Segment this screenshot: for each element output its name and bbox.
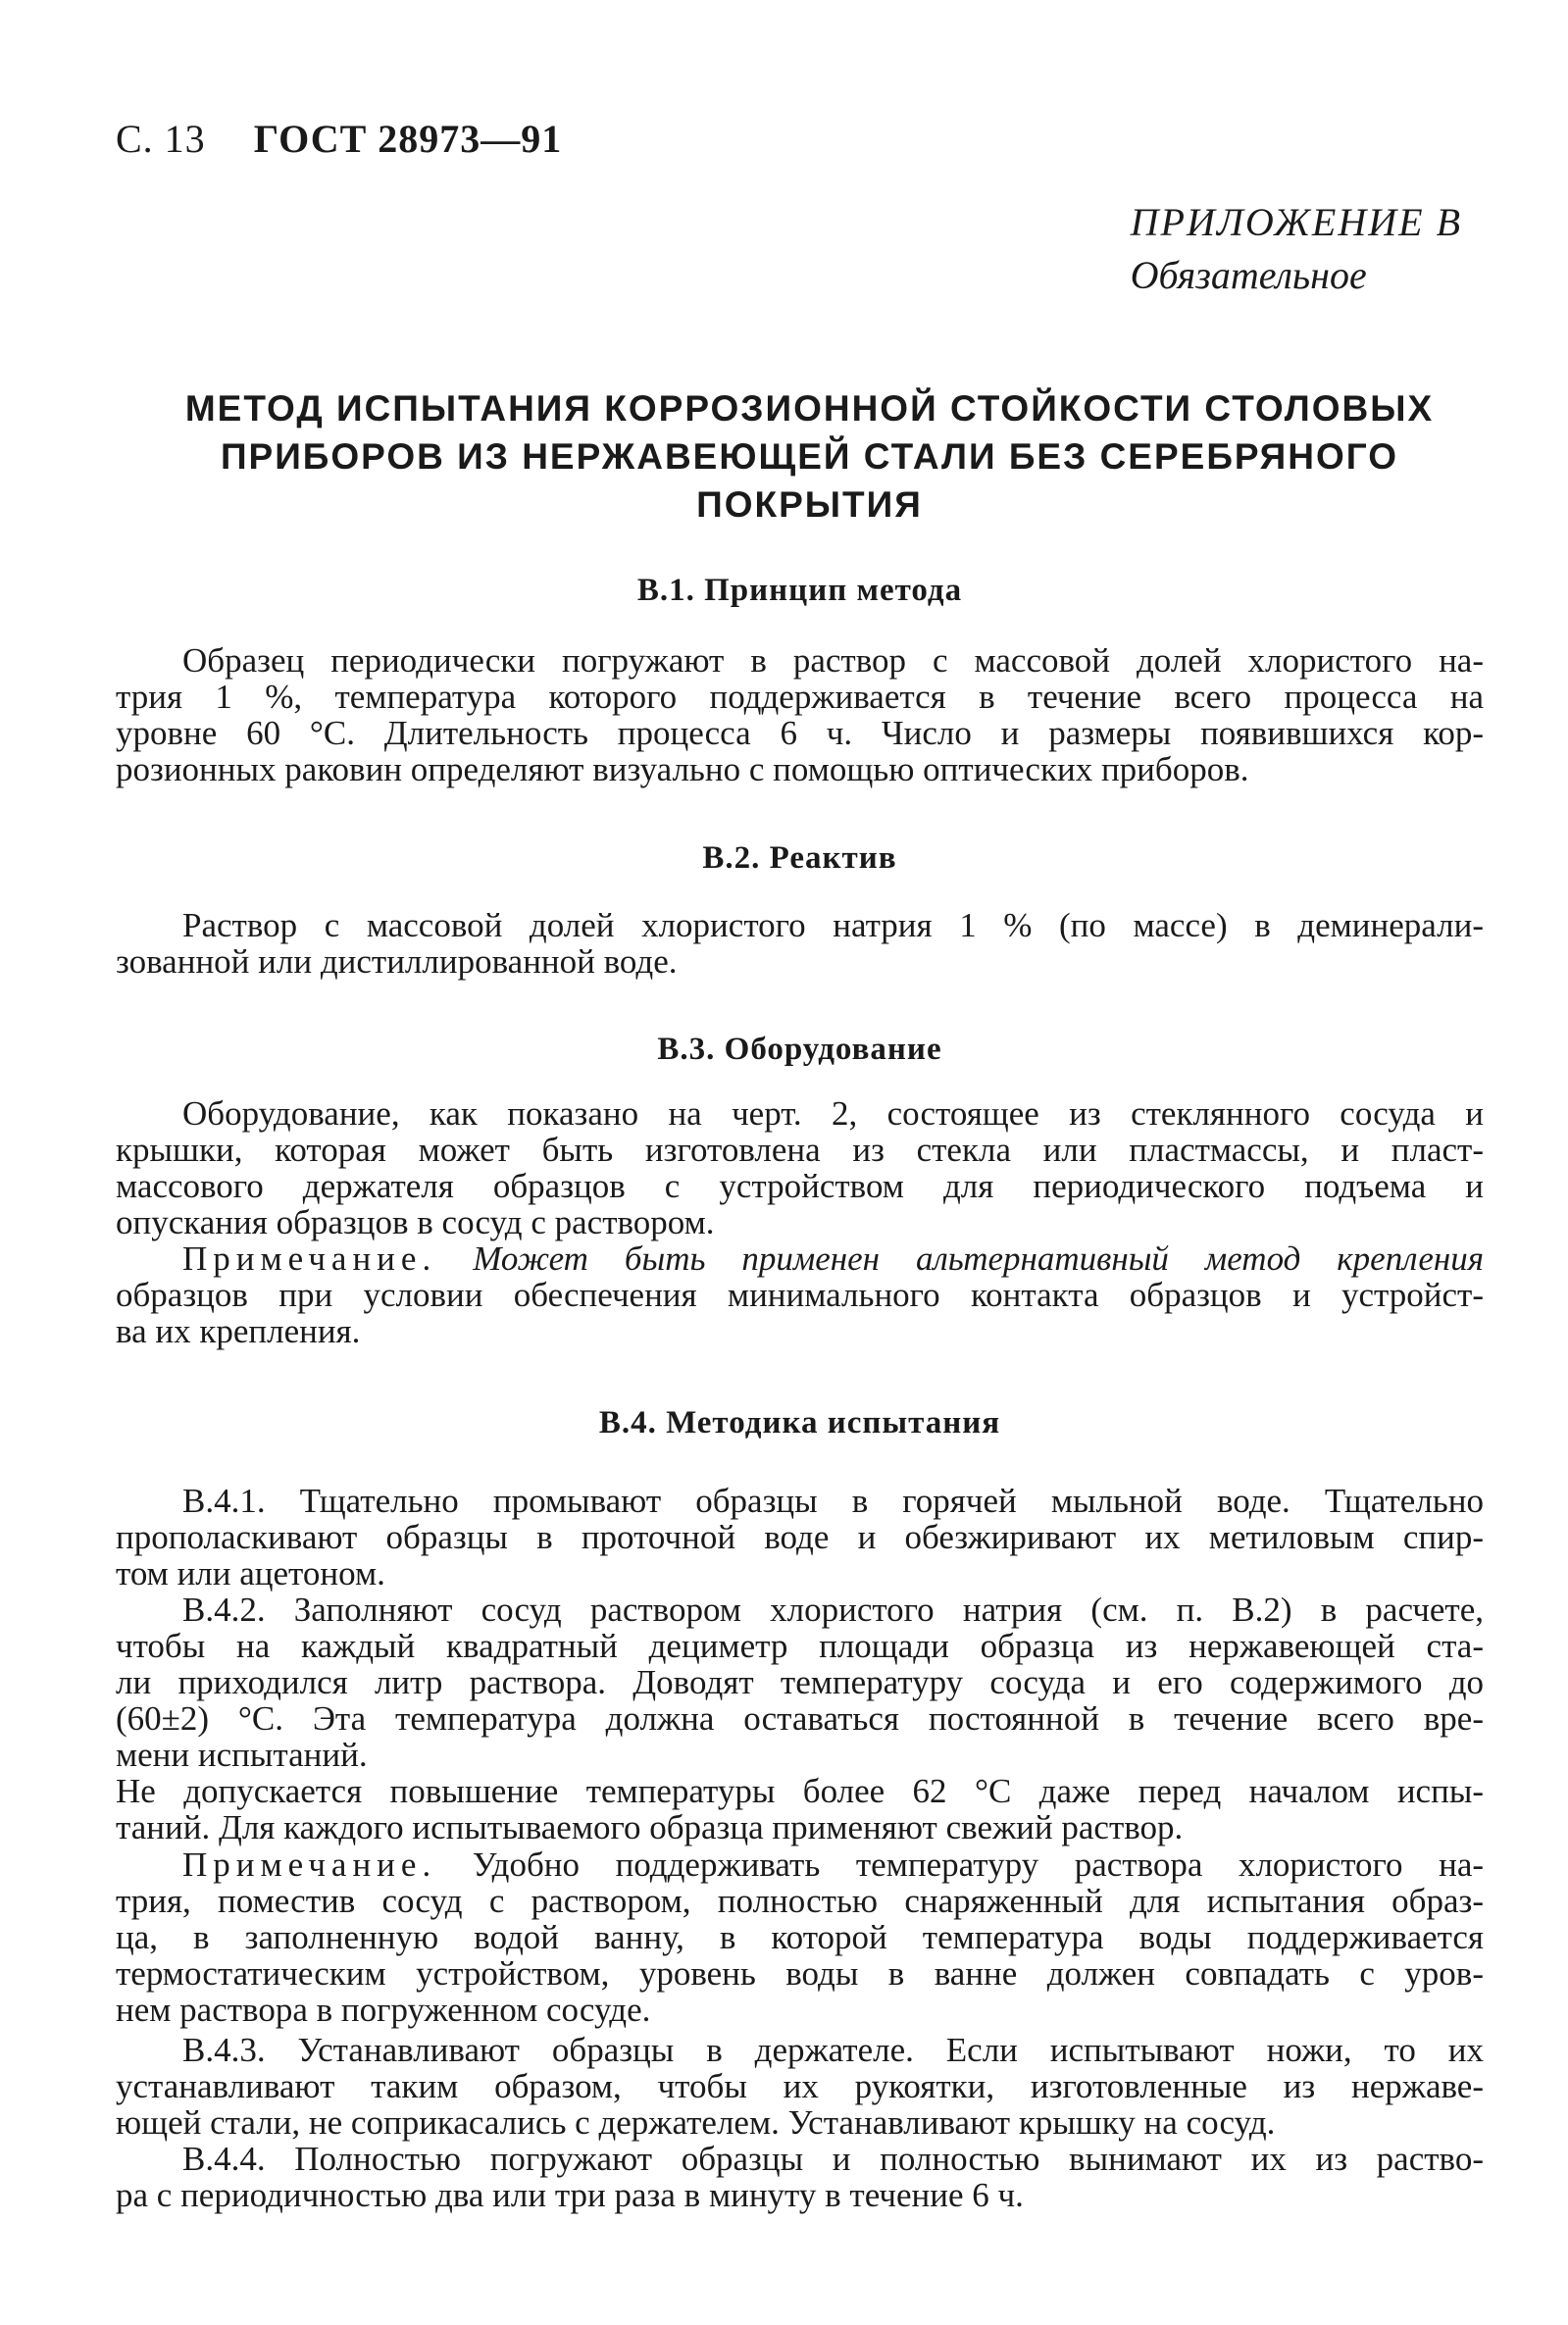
section-heading-b1: В.1. Принцип метода — [636, 573, 963, 608]
text-line: ва их крепления. — [116, 1312, 361, 1350]
text-line: Не допускается повышение температуры более 62 °С даже перед началом испы- — [116, 1772, 1484, 1810]
section-b2-text — [116, 907, 1484, 980]
text-line: розионных раковин определяют визуально с помощью оптических приборов. — [116, 750, 1249, 788]
appendix-status: Обязательное — [1130, 253, 1367, 297]
section-b1-text — [116, 642, 1484, 787]
section-heading-b4: В.4. Методика испытания — [598, 1405, 1001, 1440]
note-text: Удобно поддерживать температуру раствора хлористого на- — [472, 1845, 1485, 1884]
text-line: В.4.2. Заполняют сосуд раствором хлористого натрия (см. п. В.2) в расчете, — [182, 1591, 1484, 1629]
text-line: ра с периодичностью два или три раза в минуту в течение 6 ч. — [116, 2176, 1024, 2214]
note-label: Примечание. — [182, 1239, 437, 1278]
section-b3-text — [116, 1095, 1484, 1240]
text-line: трия 1 %, температура которого поддерживается в течение всего процесса на — [116, 678, 1484, 716]
text-line: трия, поместив сосуд с раствором, полностью снаряженный для испытания образ- — [116, 1882, 1484, 1920]
text-line: (60±2) °С. Эта температура должна оставаться постоянной в течение всего вре- — [116, 1699, 1484, 1738]
section-heading-b3: В.3. Оборудование — [657, 1032, 942, 1067]
title-line: МЕТОД ИСПЫТАНИЯ КОРРОЗИОННОЙ СТОЙКОСТИ СТОЛОВЫХ — [184, 388, 1435, 429]
text-line: В.4.3. Устанавливают образцы в держателе. Если испытывают ножи, то их — [182, 2031, 1484, 2069]
text-line: прополаскивают образцы в проточной воде и обезжиривают их метиловым спир- — [116, 1518, 1484, 1556]
section-b4-p2 — [116, 1592, 1484, 1845]
text-line: ли приходился литр раствора. Доводят температуру сосуда и его содержимого до — [116, 1663, 1484, 1701]
text-line: образцов при условии обеспечения минимального контакта образцов и устройст- — [116, 1276, 1484, 1314]
text-line: опускания образцов в сосуд с раствором. — [116, 1203, 715, 1241]
note-label: Примечание. — [182, 1845, 437, 1884]
appendix-title: ПРИЛОЖЕНИЕ В — [1130, 200, 1462, 244]
standard-number: ГОСТ 28973—91 — [253, 117, 563, 161]
title-line: ПОКРЫТИЯ — [696, 484, 923, 525]
document-title — [175, 384, 1444, 529]
text-line: чтобы на каждый квадратный дециметр площади образца из нержавеющей ста- — [116, 1627, 1484, 1665]
text-line: Образец периодически погружают в раствор с массовой долей хлористого на- — [182, 641, 1484, 680]
section-heading-b2: В.2. Реактив — [702, 840, 897, 876]
text-line: массового держателя образцов с устройством для периодического подъема и — [116, 1167, 1484, 1205]
page-number: С. 13 — [116, 117, 206, 161]
text-line: уровне 60 °С. Длительность процесса 6 ч. Число и размеры появившихся кор- — [116, 714, 1484, 752]
text-line: мени испытаний. — [116, 1736, 368, 1774]
text-line: ющей стали, не соприкасались с держателем. Устанавливают крышку на сосуд. — [116, 2103, 1276, 2142]
section-b4-p1 — [116, 1483, 1484, 1592]
text-line: зованной или дистиллированной воде. — [116, 942, 678, 981]
note-line — [116, 1846, 1484, 1883]
text-line: том или ацетоном. — [116, 1554, 385, 1592]
note-text: Может быть применен альтернативный метод крепления — [473, 1239, 1485, 1278]
section-b4-p3 — [116, 2032, 1484, 2141]
text-line: В.4.1. Тщательно промывают образцы в горячей мыльной воде. Тщательно — [182, 1482, 1484, 1520]
text-line: Оборудование, как показано на черт. 2, состоящее из стеклянного сосуда и — [182, 1094, 1484, 1133]
text-line: термостатическим устройством, уровень воды в ванне должен совпадать с уров- — [116, 1954, 1484, 1993]
text-line: Раствор с массовой долей хлористого натрия 1 % (по массе) в деминерали- — [182, 906, 1484, 944]
title-line: ПРИБОРОВ ИЗ НЕРЖАВЕЮЩЕЙ СТАЛИ БЕЗ СЕРЕБРЯНОГО — [220, 436, 1399, 477]
appendix-label — [1131, 196, 1462, 302]
text-line: нем раствора в погруженном сосуде. — [116, 1991, 651, 2029]
page-header — [116, 116, 562, 162]
section-b4-p4 — [116, 2141, 1484, 2213]
text-line: В.4.4. Полностью погружают образцы и полностью вынимают их из раство- — [182, 2140, 1484, 2178]
document-page — [116, 0, 1484, 2325]
text-line: таний. Для каждого испытываемого образца применяют свежий раствор. — [116, 1808, 1184, 1846]
text-line: устанавливают таким образом, чтобы их рукоятки, изготовленные из нержаве- — [116, 2067, 1484, 2105]
text-line: ца, в заполненную водой ванну, в которой температура воды поддерживается — [116, 1918, 1484, 1956]
text-line: крышки, которая может быть изготовлена из стекла или пластмассы, и пласт- — [116, 1131, 1484, 1169]
section-b3-note — [116, 1240, 1484, 1349]
section-b4-note — [116, 1846, 1484, 2028]
note-line — [116, 1240, 1484, 1277]
